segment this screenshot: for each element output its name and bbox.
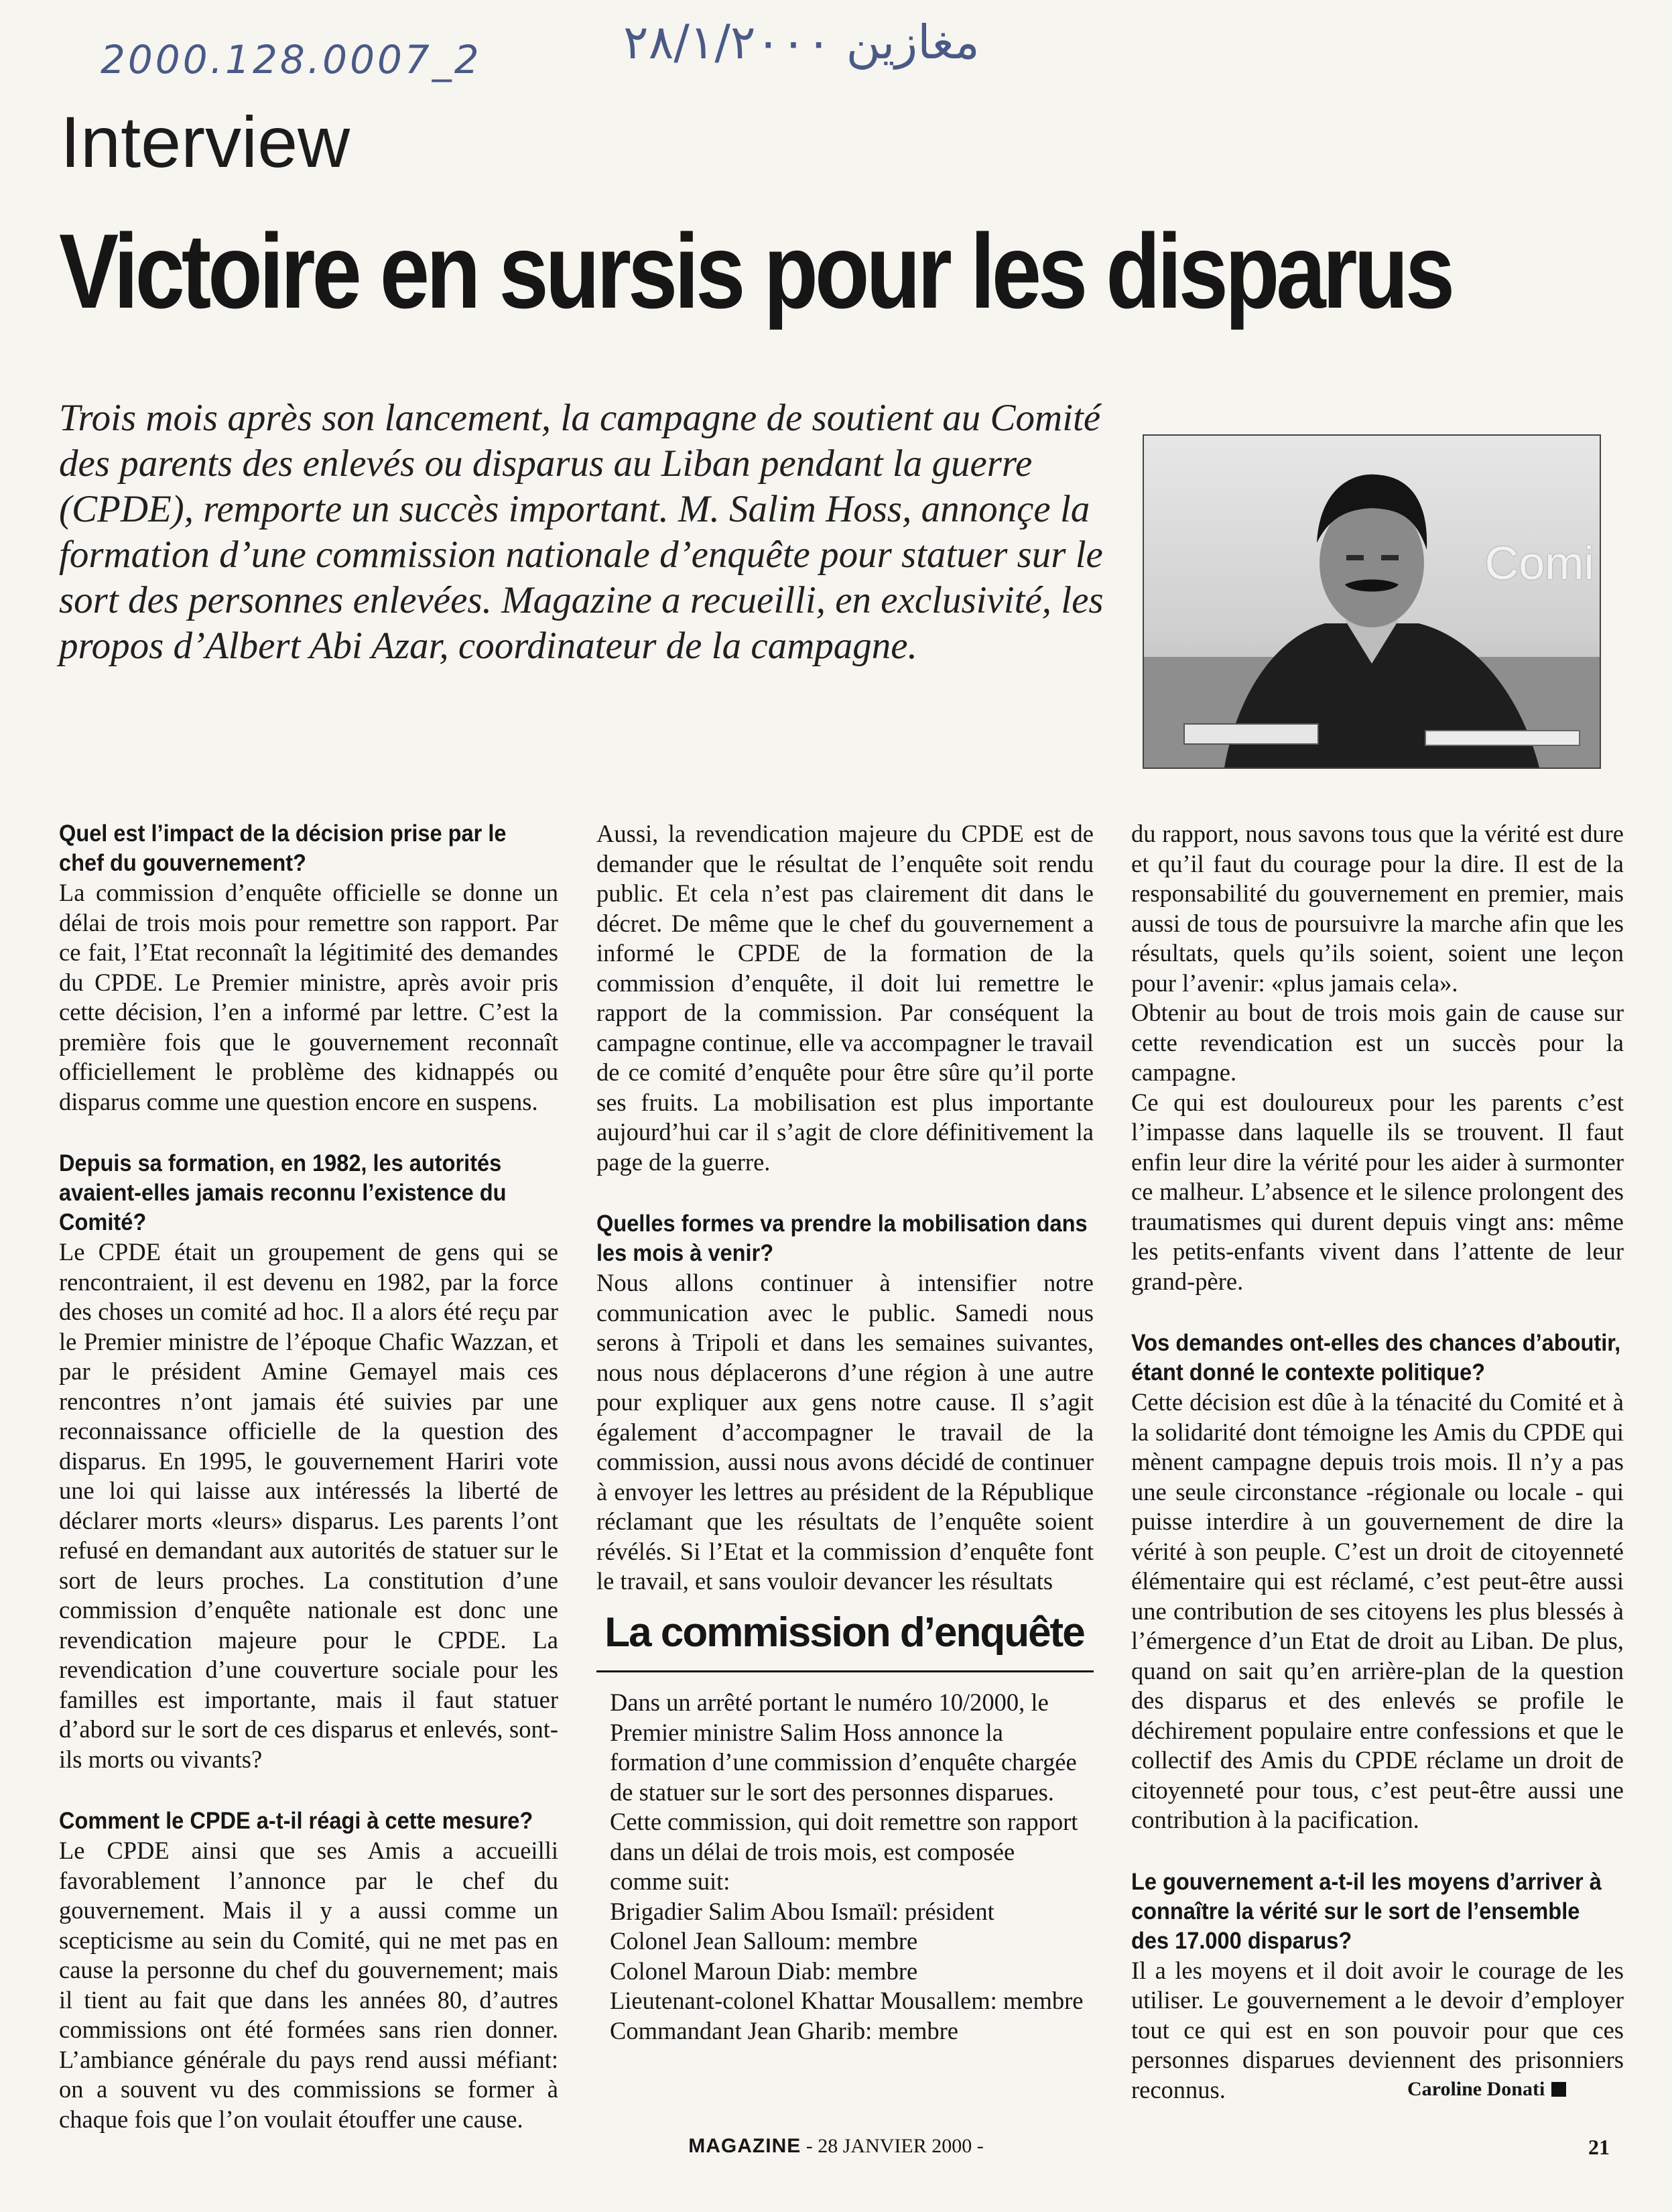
- photo-wall-text: Comi: [1484, 537, 1594, 589]
- sidebar-box: [610, 1688, 1087, 2046]
- column-3: [1131, 819, 1624, 2105]
- question-4: Quelles formes va prendre la mobilisation dans les mois à venir?: [596, 1211, 1088, 1266]
- page-number: 21: [1588, 2135, 1610, 2159]
- headline: Victoire en sursis pour les disparus: [59, 212, 1452, 330]
- answer-1: La commission d’enquête officielle se donne un délai de trois mois pour remettre son rapport. Par ce fait, l’Etat reconnaît la légitimité des demandes du CPDE. Le Premier ministre, après avoir pris cette décision, l’en a informé par lettre. C’est la première fois que le gouvernement reconnaît officiellement le problème des kidnappés ou disparus comme une question encore en suspens.: [59, 879, 558, 1115]
- box-paragraph-1: Dans un arrêté portant le numéro 10/2000, le Premier ministre Salim Hoss annonce la formation d’une commission d’enquête chargée de statuer sur le sort des personnes disparues.: [610, 1688, 1077, 1806]
- portrait-photo: [1143, 434, 1601, 769]
- member-item: Lieutenant-colonel Khattar Mousallem: membre: [610, 1987, 1084, 2014]
- answer-2: Le CPDE était un groupement de gens qui se rencontraient, il est devenu en 1982, par la force des choses un comité ad hoc. Il a alors été reçu par le Premier ministre de l’époque Chafic Wazzan, et par le président Amine Gemayel mais ces rencontres n’ont jamais été suivies par une reconnaissance officielle de la question des disparus. En 1995, le gouvernement Hariri vote une loi qui laisse aux intéressés la liberté de déclarer morts «leurs» disparus. Les parents l’ont refusé en demandant aux autorités de statuer sur le sort de leurs proches. La constitution d’une commission d’enquête nationale est donc une revendication majeure pour le CPDE. La revendication d’une couverture sociale pour les familles est importante, mais il faut statuer d’abord sur le sort de ces disparus et enlevés, sont-ils morts ou vivants?: [59, 1238, 558, 1773]
- handwritten-archive-code: 2000.128.0007_2: [101, 37, 482, 82]
- lede: Trois mois après son lancement, la campagne de soutient au Comité des parents des enlevés ou disparus au Liban pendant la guerre (CPDE), remporte un succès important. M. Salim Hoss, annonçe la formation d’une commission nationale d’enquête pour statuer sur le sort des personnes enlevées. Magazine a recueilli, en exclusivité, les propos d’Albert Abi Azar, coordinateur de la campagne.: [59, 397, 1104, 667]
- byline-author: Caroline Donati: [1407, 2078, 1545, 2100]
- member-item: Brigadier Salim Abou Ismaïl: président: [610, 1897, 994, 1925]
- page-footer: [0, 2135, 1672, 2158]
- commission-members: [610, 1897, 1087, 2046]
- answer-3-continued: Aussi, la revendication majeure du CPDE est de demander que le résultat de l’enquête soit rendu public. Et cela n’est pas clairement dit dans le décret. De même que le chef du gouvernement a informé le CPDE de la formation de la commission d’enquête, il doit lui remettre le rapport de la commission. Par conséquent la campagne continue, elle va accompagner le travail de ce comité d’enquête pour être sûre qu’il porte ses fruits. La mobilisation est plus importante aujourd’hui car il s’agit de clore définitivement la page de la guerre.: [596, 820, 1094, 1176]
- portrait-illustration: [1144, 436, 1600, 767]
- member-item: Colonel Jean Salloum: membre: [610, 1927, 918, 1955]
- question-2: Depuis sa formation, en 1982, les autorités avaient-elles jamais reconnu l’existence du Comité?: [59, 1150, 507, 1235]
- answer-4-paragraph-b: Obtenir au bout de trois mois gain de cause sur cette revendication est un succès pour la campagne.: [1131, 999, 1624, 1086]
- handwritten-arabic-date: مغازين ٢٨/١/٢٠٠٠: [623, 15, 980, 70]
- question-6: Le gouvernement a-t-il les moyens d’arriver à connaître la vérité sur le sort de l’ensemble des 17.000 disparus?: [1131, 1868, 1602, 1954]
- question-5: Vos demandes ont-elles des chances d’aboutir, étant donné le contexte politique?: [1131, 1330, 1621, 1386]
- end-mark-icon: [1551, 2082, 1566, 2097]
- answer-5: Cette décision est dûe à la ténacité du Comité et à la solidarité dont témoigne les Amis du CPDE qui mènent campagne depuis trois mois. Il n’y a pas une seule circonstance -régionale ou locale - qui puisse interdire à un gouvernement de dire la vérité à son peuple. C’est un droit de citoyenneté élémentaire qui est réclamé, c’est peut-être aussi une contribution de ses citoyens les plus blessés à l’émergence d’un Etat de droit au Liban. De plus, quand on sait qu’en arrière-plan de la question des disparus et des enlevés se profile le déchirement populaire entre confessions et que le collectif des Amis du CPDE réclame un droit de citoyenneté pour tous, c’est peut-être aussi une contribution à la pacification.: [1131, 1388, 1624, 1833]
- answer-3: Le CPDE ainsi que ses Amis a accueilli favorablement l’annonce par le chef du gouvernement. Mais il y a aussi comme un scepticisme au sein du Comité, qui ne met pas en cause la personne du chef du gouvernement; mais il tient au fait que dans les années 80, d’autres commissions ont été formées sans rien donner. L’ambiance générale du pays rend aussi méfiant: on a souvent vu des commissions se former à chaque fois que l’on voulait étouffer une cause.: [59, 1837, 558, 2133]
- question-3: Comment le CPDE a-t-il réagi à cette mesure?: [59, 1808, 533, 1834]
- box-paragraph-2: Cette commission, qui doit remettre son rapport dans un délai de trois mois, est composée comme suit:: [610, 1808, 1078, 1895]
- box-rule: [596, 1670, 1094, 1672]
- answer-4-continued: du rapport, nous savons tous que la vérité est dure et qu’il faut du courage pour la dire. Il est de la responsabilité du gouvernement en premier, mais aussi de tous de poursuivre la marche afin que les résultats, quels qu’ils soient, soient une leçon pour l’avenir: «plus jamais cela».: [1131, 820, 1624, 997]
- column-2: [596, 819, 1094, 1597]
- member-item: Colonel Maroun Diab: membre: [610, 1957, 918, 1985]
- answer-6: Il a les moyens et il doit avoir le courage de les utiliser. Le gouvernement a le devoir d’employer tout ce qui est en son pouvoir pour que ces personnes disparues deviennent des prisonniers reconnus.: [1131, 1956, 1624, 2103]
- section-kicker: Interview: [60, 101, 350, 182]
- column-1: [59, 819, 558, 2134]
- member-item: Commandant Jean Gharib: membre: [610, 2016, 958, 2044]
- footer-date: - 28 JANVIER 2000 -: [806, 2135, 984, 2157]
- answer-4-paragraph-c: Ce qui est douloureux pour les parents c’est l’impasse dans laquelle ils se trouvent. Il faut enfin leur dire la vérité pour les aider à surmonter ce malheur. L’absence et le silence prolongent des traumatismes qui durent depuis vingt ans: même les petits-enfants vivent dans l’attente de leur grand-père.: [1131, 1088, 1624, 1295]
- byline: [1407, 2078, 1566, 2101]
- box-title: La commission d’enquête: [604, 1609, 1084, 1656]
- footer-magazine: MAGAZINE: [688, 2135, 801, 2157]
- question-1: Quel est l’impact de la décision prise par le chef du gouvernement?: [59, 820, 507, 876]
- answer-4: Nous allons continuer à intensifier notre communication avec le public. Samedi nous serons à Tripoli et dans les semaines suivantes, nous nous déplacerons d’une région à une autre pour expliquer aux gens notre cause. Il s’agit également d’accompagner le travail de la commission, aussi nous avons décidé de continuer à envoyer les lettres au président de la République réclamant que les résultats de l’enquête soient révélés. Si l’Etat et la commission d’enquête font le travail, et sans vouloir devancer les résultats: [596, 1269, 1094, 1595]
